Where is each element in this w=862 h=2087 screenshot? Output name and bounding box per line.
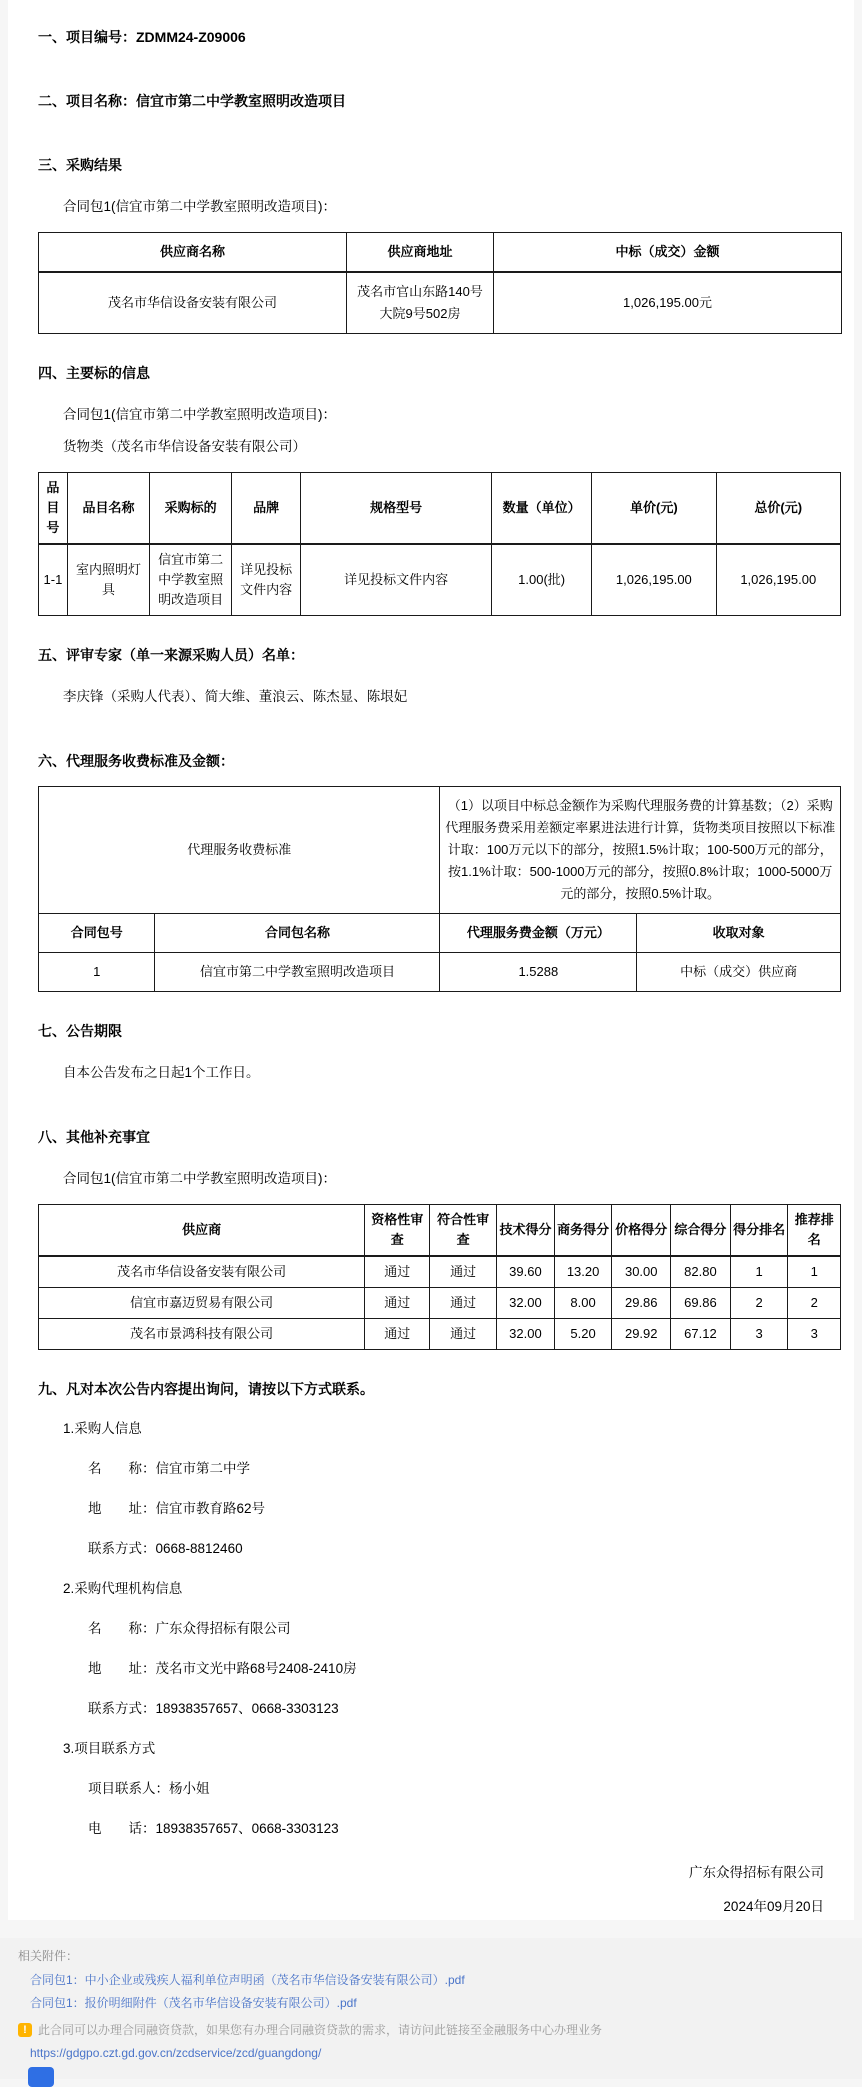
table-row [39,1319,841,1350]
agency-phone: 联系方式：18938357657、0668-3303123 [88,1701,339,1716]
header-fee-amount: 代理服务费金额（万元） [440,914,637,953]
subject-package-line: 合同包1(信宜市第二中学教室照明改造项目)： [63,407,336,422]
data-cell: 1,026,195.00 [716,544,840,616]
data-cell: 8.00 [554,1288,612,1319]
table-header-row [39,473,841,545]
data-cell: 2 [788,1288,841,1319]
header-item-name: 品目名称 [67,473,149,545]
project-contact-phone: 电 话：18938357657、0668-3303123 [88,1821,339,1836]
result-package-line: 合同包1(信宜市第二中学教室照明改造项目)： [63,199,336,214]
section-experts-heading: 五、评审专家（单一来源采购人员）名单： [38,647,304,663]
project-contact-title: 3.项目联系方式 [63,1741,156,1756]
table-row [39,1288,841,1319]
data-cell: 信宜市第二中学教室照明改造项目 [155,953,440,992]
data-cell: 详见投标文件内容 [232,544,301,616]
header-supplier-name: 供应商名称 [39,233,347,273]
data-cell: 通过 [430,1319,497,1350]
data-cell: 1 [788,1256,841,1288]
agency-name: 名 称：广东众得招标有限公司 [88,1621,291,1636]
period-text: 自本公告发布之日起1个工作日。 [63,1065,260,1080]
project-contact-person: 项目联系人：杨小姐 [88,1781,210,1796]
header-recommend-rank: 推荐排名 [788,1205,841,1257]
data-cell: 32.00 [497,1288,555,1319]
purchaser-name: 名 称：信宜市第二中学 [88,1461,250,1476]
data-cell: 信宜市第二中学教室照明改造项目 [150,544,232,616]
data-cell: 信宜市嘉迈贸易有限公司 [39,1288,365,1319]
header-unit-price: 单价(元) [592,473,716,545]
warning-icon: ! [18,2023,32,2037]
data-cell: 3 [788,1319,841,1350]
data-cell: 5.20 [554,1319,612,1350]
data-cell: 39.60 [497,1256,555,1288]
subject-category-line: 货物类（茂名市华信设备安装有限公司） [63,439,306,454]
section-project-name-heading: 二、项目名称：信宜市第二中学教室照明改造项目 [38,93,346,109]
table-row [39,953,841,992]
finance-notice-row [0,2022,862,2038]
data-cell: 1.00(批) [492,544,592,616]
data-cell: 通过 [365,1288,430,1319]
header-score-rank: 得分排名 [730,1205,788,1257]
data-cell: 通过 [430,1256,497,1288]
section-contact-heading: 九、凡对本次公告内容提出询问，请按以下方式联系。 [38,1381,374,1397]
attachment-link-declaration-pdf[interactable]: 合同包1：中小企业或残疾人福利单位声明函（茂名市华信设备安装有限公司）.pdf [30,1973,465,1987]
score-table [38,1204,841,1350]
procurement-result-table [38,232,842,334]
data-cell: 茂名市华信设备安装有限公司 [39,272,347,334]
data-cell: 茂名市景鸿科技有限公司 [39,1319,365,1350]
data-cell: 3 [730,1319,788,1350]
data-cell: 1,026,195.00 [592,544,716,616]
section-procurement-result-heading: 三、采购结果 [38,157,122,173]
data-cell: 1.5288 [440,953,637,992]
finance-notice-text: 此合同可以办理合同融资贷款，如果您有办理合同融资贷款的需求，请访问此链接至金融服务中心办理业务 [38,2023,603,2037]
data-cell: 室内照明灯具 [67,544,149,616]
header-price-score: 价格得分 [612,1205,671,1257]
main-subject-table [38,472,841,616]
floating-widget-button[interactable] [28,2067,54,2087]
announcement-page [8,0,854,1920]
header-conformity-review: 符合性审查 [430,1205,497,1257]
attachments-footer [0,1938,862,2079]
section-period-heading: 七、公告期限 [38,1023,122,1039]
header-technical-score: 技术得分 [497,1205,555,1257]
data-cell: 13.20 [554,1256,612,1288]
table-row [39,1256,841,1288]
agency-fee-table [38,786,841,992]
attachment-link-quotation-pdf[interactable]: 合同包1：报价明细附件（茂名市华信设备安装有限公司）.pdf [30,1996,357,2010]
header-fee-payer: 收取对象 [637,914,841,953]
data-cell: 1-1 [39,544,68,616]
fee-standard-label: 代理服务收费标准 [39,787,440,914]
header-supplier-address: 供应商地址 [347,233,494,273]
fee-standard-text: （1）以项目中标总金额作为采购代理服务费的计算基数；（2）采购代理服务费采用差额定率累进法进行计算，货物类项目按照以下标准计取：100万元以下的部分，按照1.5%计取；100-500万元的部分，按1.1%计取：500-1000万元的部分，按照0.8%计取；1000-5000万元的部分，按照0.5%计取。 [440,787,841,914]
agency-address: 地 址：茂名市文光中路68号2408-2410房 [88,1661,357,1676]
fee-standard-row [39,787,841,914]
header-quantity: 数量（单位） [492,473,592,545]
data-cell: 中标（成交）供应商 [637,953,841,992]
table-row [39,272,842,334]
header-qualification-review: 资格性审查 [365,1205,430,1257]
data-cell: 32.00 [497,1319,555,1350]
data-cell: 1 [39,953,155,992]
header-award-amount: 中标（成交）金额 [494,233,842,273]
data-cell: 通过 [430,1288,497,1319]
header-supplier: 供应商 [39,1205,365,1257]
purchaser-info-title: 1.采购人信息 [63,1421,142,1436]
data-cell: 2 [730,1288,788,1319]
section-agency-fee-heading: 六、代理服务收费标准及金额： [38,753,234,769]
experts-names: 李庆锋（采购人代表）、简大维、董浪云、陈杰显、陈垠妃 [63,689,408,704]
purchaser-phone: 联系方式：0668-8812460 [88,1541,243,1556]
section-project-number-heading: 一、项目编号：ZDMM24-Z09006 [38,29,246,45]
header-procurement-target: 采购标的 [150,473,232,545]
finance-service-link[interactable]: https://gdgpo.czt.gd.gov.cn/zcdservice/zcd/guangdong/ [30,2046,322,2060]
header-business-score: 商务得分 [554,1205,612,1257]
purchaser-address: 地 址：信宜市教育路62号 [88,1501,266,1516]
data-cell: 29.86 [612,1288,671,1319]
header-package-name: 合同包名称 [155,914,440,953]
supplementary-package-line: 合同包1(信宜市第二中学教室照明改造项目)： [63,1171,336,1186]
header-total-score: 综合得分 [671,1205,731,1257]
attachments-label: 相关附件： [18,1949,79,1963]
data-cell: 通过 [365,1256,430,1288]
table-row [39,544,841,616]
section-supplementary-heading: 八、其他补充事宜 [38,1129,150,1145]
header-item-no: 品目号 [39,473,68,545]
header-package-no: 合同包号 [39,914,155,953]
data-cell: 29.92 [612,1319,671,1350]
data-cell: 1,026,195.00元 [494,272,842,334]
data-cell: 茂名市官山东路140号大院9号502房 [347,272,494,334]
section-main-subject-heading: 四、主要标的信息 [38,365,150,381]
header-brand: 品牌 [232,473,301,545]
data-cell: 茂名市华信设备安装有限公司 [39,1256,365,1288]
table-header-row [39,914,841,953]
table-header-row [39,1205,841,1257]
data-cell: 30.00 [612,1256,671,1288]
data-cell: 82.80 [671,1256,731,1288]
data-cell: 详见投标文件内容 [301,544,492,616]
header-total-price: 总价(元) [716,473,840,545]
table-header-row [39,233,842,273]
signature-company: 广东众得招标有限公司 [689,1865,824,1880]
data-cell: 67.12 [671,1319,731,1350]
header-spec-model: 规格型号 [301,473,492,545]
data-cell: 69.86 [671,1288,731,1319]
signature-date: 2024年09月20日 [723,1899,824,1914]
agency-info-title: 2.采购代理机构信息 [63,1581,183,1596]
data-cell: 通过 [365,1319,430,1350]
data-cell: 1 [730,1256,788,1288]
